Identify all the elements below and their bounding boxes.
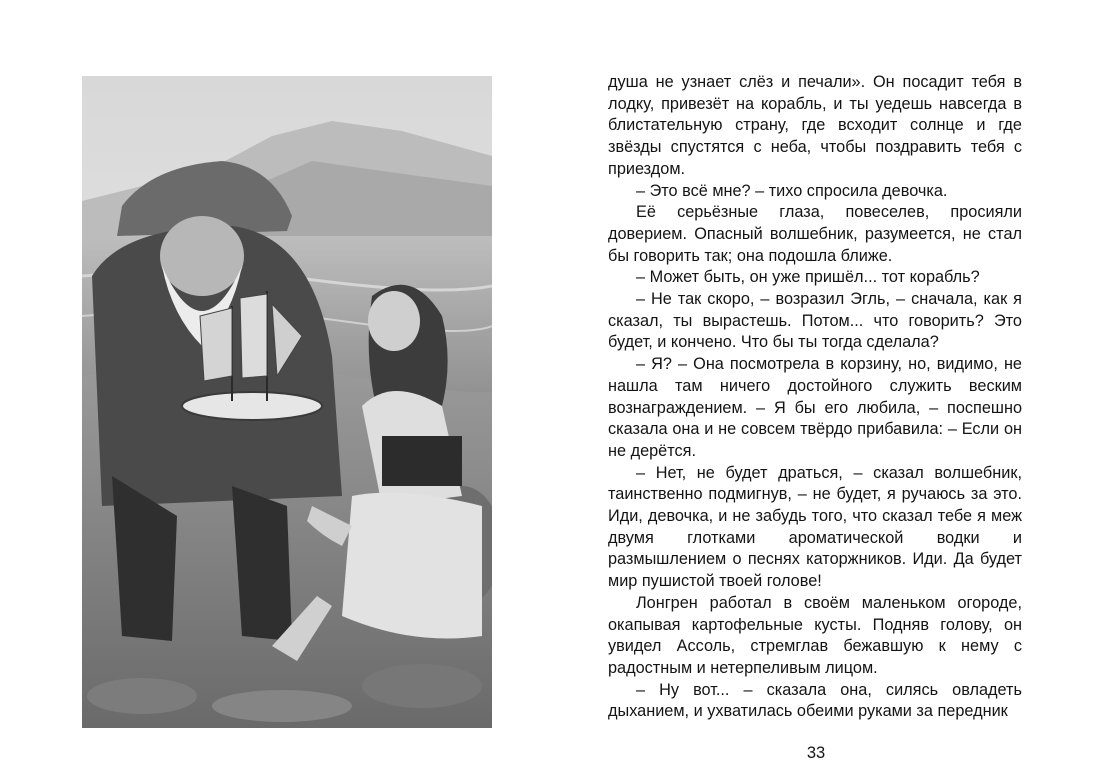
illustration-old-man-and-girl-with-toy-ship [82, 76, 492, 728]
paragraph: Её серьёзные глаза, повеселев, просияли доверием. Опасный волшебник, разумеется, не стал бы говорить так; она подошла ближе. [608, 203, 1022, 265]
paragraph: – Я? – Она посмотрела в корзину, но, видимо, не нашла там ничего достойного служить веским вознаграждением. – Я бы его любила, – поспешно сказала она и не совсем твёрдо прибавила: – Если он не дерётся. [608, 355, 1022, 460]
illustration-drawing [82, 76, 492, 728]
paragraph: – Не так скоро, – возразил Эгль, – сначала, как я сказал, ты вырастешь. Потом... что говорить? Это будет, и кончено. Что бы ты тогда сделала? [608, 290, 1022, 352]
paragraph: – Нет, не будет драться, – сказал волшебник, таинственно подмигнув, – не будет, я ручаюсь за это. Иди, девочка, и не забудь того, что сказал тебе я меж двумя глотками ароматической водки и размышлением о песнях каторжников. Иди. Да будет мир пушистой твоей голове! [608, 463, 1022, 591]
page-number: 33 [806, 744, 826, 762]
paragraph: Лонгрен работал в своём маленьком огороде, окапывая картофельные кусты. Подняв голову, он увидел Ассоль, стремглав бежавшую к нему с радостным и нетерпеливым лицом. [608, 593, 1022, 677]
paragraph: душа не узнает слёз и печали». Он посадит тебя в лодку, привезёт на корабль, и ты уедешь навсегда в блистательную страну, где всходит солнце и где звёзды спустятся с неба, чтобы поздравить тебя с приездом. [608, 73, 1022, 178]
paragraph: – Может быть, он уже пришёл... тот корабль? [636, 268, 980, 287]
paragraph: – Это всё мне? – тихо спросила девочка. [636, 181, 948, 200]
paragraph: – Ну вот... – сказала она, силясь овладеть дыханием, и ухватилась обеими руками за передник [608, 680, 1022, 721]
text-column [608, 72, 1022, 723]
